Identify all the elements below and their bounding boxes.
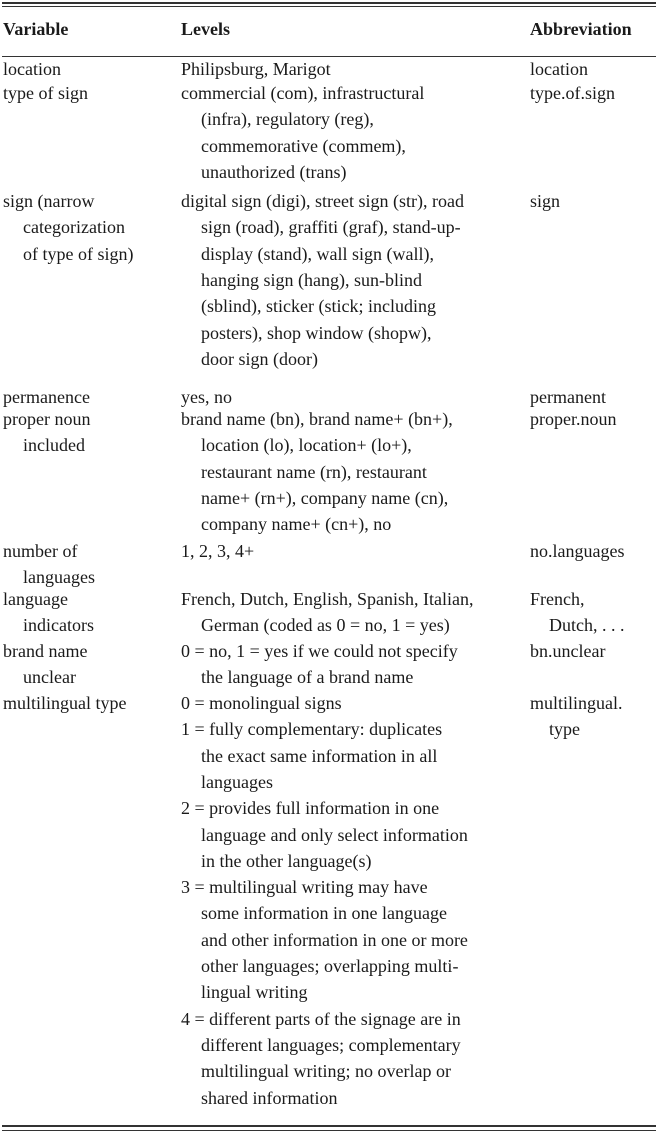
levels-cell-line: 2 = provides full information in one (181, 798, 440, 819)
levels-cell-line: company name+ (cn+), no (201, 514, 392, 535)
levels-cell-line: and other information in one or more (201, 929, 468, 950)
abbreviation-cell-line: permanent (530, 387, 606, 407)
levels-cell-line: other languages; overlapping multi- (201, 956, 459, 976)
variable-cell-line: location (3, 59, 61, 79)
header-variable: Variable (3, 19, 69, 39)
levels-cell-line: display (stand), wall sign (wall), (201, 243, 434, 264)
levels-cell-line: door sign (door) (201, 348, 318, 369)
header-abbreviation: Abbreviation (530, 19, 632, 39)
variable-cell-line: indicators (23, 615, 94, 636)
variable-cell-line: of type of sign) (23, 243, 134, 264)
levels-cell-line: 0 = monolingual signs (181, 693, 342, 713)
header-rule (2, 56, 656, 57)
abbreviation-cell-line: type (549, 719, 580, 740)
levels-cell-line: 1, 2, 3, 4+ (181, 541, 255, 561)
abbreviation-cell-line: multilingual. (530, 693, 623, 713)
levels-cell-line: languages (201, 771, 273, 792)
levels-cell-line: in the other language(s) (201, 850, 372, 871)
variable-cell-line: included (23, 435, 85, 456)
abbreviation-cell-line: bn.unclear (530, 641, 606, 661)
top-rule-thin (2, 6, 656, 7)
levels-cell-line: location (lo), location+ (lo+), (201, 435, 412, 456)
levels-cell-line: Philipsburg, Marigot (181, 59, 331, 79)
levels-cell-line: sign (road), graffiti (graf), stand-up- (201, 217, 461, 238)
variable-cell-line: categorization (23, 217, 125, 238)
variable-cell-line: languages (23, 567, 95, 588)
levels-cell-line: some information in one language (201, 903, 447, 924)
levels-cell-line: different languages; complementary (201, 1034, 461, 1055)
levels-cell-line: commercial (com), infrastructural (181, 83, 425, 103)
levels-cell-line: French, Dutch, English, Spanish, Italian, (181, 589, 474, 609)
levels-cell-line: lingual writing (201, 982, 308, 1003)
levels-cell-line: the language of a brand name (201, 667, 414, 688)
variable-cell-line: brand name (3, 641, 88, 661)
levels-cell-line: 0 = no, 1 = yes if we could not specify (181, 641, 458, 661)
levels-cell-line: yes, no (181, 387, 232, 407)
levels-cell-line: unauthorized (trans) (201, 161, 347, 182)
header-levels: Levels (181, 19, 230, 39)
abbreviation-cell-line: sign (530, 191, 561, 211)
variable-cell-line: proper noun (3, 409, 91, 429)
abbreviation-cell-line: type.of.sign (530, 83, 615, 103)
levels-cell-line: posters), shop window (shopw), (201, 322, 432, 343)
variable-cell-line: unclear (23, 667, 76, 688)
bottom-rule (2, 1125, 656, 1127)
abbreviation-cell-line: location (530, 59, 588, 79)
levels-cell-line: 3 = multilingual writing may have (181, 877, 428, 898)
variable-cell-line: sign (narrow (3, 191, 95, 211)
levels-cell-line: 4 = different parts of the signage are in (181, 1008, 461, 1029)
variable-cell-line: number of (3, 541, 78, 561)
levels-cell-line: name+ (rn+), company name (cn), (201, 487, 449, 508)
abbreviation-cell-line: proper.noun (530, 409, 617, 429)
variable-cell-line: permanence (3, 387, 90, 407)
levels-cell-line: shared information (201, 1087, 338, 1108)
bottom-rule-thin (2, 1130, 656, 1131)
abbreviation-cell-line: no.languages (530, 541, 625, 561)
levels-cell-line: commemorative (commem), (201, 135, 406, 156)
variable-cell-line: language (3, 589, 68, 609)
levels-cell-line: (sblind), sticker (stick; including (201, 296, 436, 317)
levels-cell-line: restaurant name (rn), restaurant (201, 461, 427, 482)
levels-cell-line: multilingual writing; no overlap or (201, 1061, 451, 1082)
levels-cell-line: 1 = fully complementary: duplicates (181, 719, 443, 740)
levels-cell-line: language and only select information (201, 824, 468, 845)
levels-cell-line: German (coded as 0 = no, 1 = yes) (201, 615, 450, 636)
variable-cell-line: multilingual type (3, 693, 127, 713)
abbreviation-cell-line: Dutch, . . . (549, 615, 625, 636)
levels-cell-line: hanging sign (hang), sun-blind (201, 269, 422, 290)
levels-cell-line: brand name (bn), brand name+ (bn+), (181, 409, 453, 429)
abbreviation-cell-line: French, (530, 589, 585, 609)
levels-cell-line: (infra), regulatory (reg), (201, 109, 374, 130)
levels-cell-line: the exact same information in all (201, 745, 438, 766)
variable-cell-line: type of sign (3, 83, 88, 103)
top-rule (2, 2, 656, 4)
levels-cell-line: digital sign (digi), street sign (str), road (181, 191, 464, 211)
